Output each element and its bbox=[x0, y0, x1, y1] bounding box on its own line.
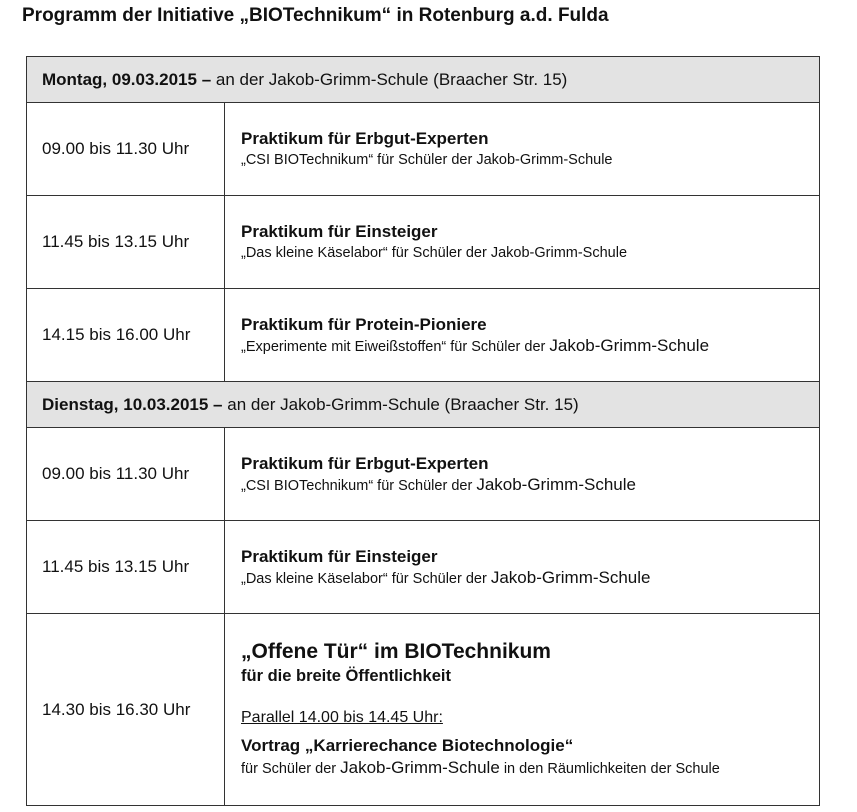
day-separator: – bbox=[196, 69, 216, 89]
document-title: Programm der Initiative „BIOTechnikum“ in Rotenburg a.d. Fulda bbox=[22, 5, 609, 26]
event-time: 14.15 bis 16.00 Uhr bbox=[27, 289, 225, 382]
open-day-title: „Offene Tür“ im BIOTechnikum bbox=[241, 640, 551, 663]
event-details bbox=[225, 196, 820, 289]
event-school: Jakob-Grimm-Schule bbox=[490, 567, 651, 587]
day-header-row bbox=[27, 382, 820, 428]
event-school: Jakob-Grimm-Schule bbox=[549, 335, 710, 355]
event-title: Praktikum für Einsteiger bbox=[241, 546, 438, 566]
open-day-row bbox=[27, 614, 820, 806]
talk-pre: für Schüler der bbox=[241, 761, 341, 777]
event-details bbox=[225, 521, 820, 614]
event-subtitle bbox=[241, 475, 819, 496]
event-school: Jakob-Grimm-Schule bbox=[476, 152, 613, 168]
day-location: an der Jakob-Grimm-Schule (Braacher Str. 15) bbox=[227, 394, 579, 414]
talk-post: in den Räumlichkeiten der Schule bbox=[499, 761, 720, 777]
day-separator: – bbox=[208, 394, 228, 414]
event-row bbox=[27, 289, 820, 382]
talk-subtitle bbox=[241, 757, 819, 780]
event-time: 11.45 bis 13.15 Uhr bbox=[27, 521, 225, 614]
open-day-details bbox=[225, 614, 820, 806]
event-time: 09.00 bis 11.30 Uhr bbox=[27, 428, 225, 521]
event-subtitle bbox=[241, 243, 819, 263]
event-row bbox=[27, 521, 820, 614]
day-location: an der Jakob-Grimm-Schule (Braacher Str. 15) bbox=[215, 69, 568, 89]
event-subtitle-text: „Das kleine Käselabor“ für Schüler der bbox=[241, 570, 491, 587]
event-details bbox=[225, 103, 820, 196]
event-school: Jakob-Grimm-Schule bbox=[490, 245, 628, 261]
parallel-time: Parallel 14.00 bis 14.45 Uhr: bbox=[241, 709, 443, 726]
day-date: Dienstag, 10.03.2015 bbox=[42, 394, 209, 414]
day-header-cell bbox=[27, 57, 820, 103]
schedule-table bbox=[26, 56, 820, 806]
event-subtitle bbox=[241, 568, 819, 589]
event-title: Praktikum für Einsteiger bbox=[241, 222, 438, 241]
event-row bbox=[27, 196, 820, 289]
event-subtitle-text: „Das kleine Käselabor“ für Schüler der bbox=[241, 245, 491, 261]
day-header-row bbox=[27, 57, 820, 103]
event-row bbox=[27, 428, 820, 521]
event-details bbox=[225, 289, 820, 382]
event-title: Praktikum für Protein-Pioniere bbox=[241, 314, 487, 334]
event-title: Praktikum für Erbgut-Experten bbox=[241, 129, 489, 148]
event-subtitle-text: „CSI BIOTechnikum“ für Schüler der bbox=[241, 477, 477, 494]
event-time: 09.00 bis 11.30 Uhr bbox=[27, 103, 225, 196]
open-day-subtitle: für die breite Öffentlichkeit bbox=[241, 667, 451, 685]
event-school: Jakob-Grimm-Schule bbox=[476, 474, 636, 494]
event-row bbox=[27, 103, 820, 196]
day-date: Montag, 09.03.2015 bbox=[42, 69, 197, 89]
event-title: Praktikum für Erbgut-Experten bbox=[241, 453, 489, 473]
talk-school: Jakob-Grimm-Schule bbox=[340, 758, 500, 777]
event-subtitle bbox=[241, 336, 819, 357]
day-header-cell bbox=[27, 382, 820, 428]
event-subtitle bbox=[241, 150, 819, 170]
event-details bbox=[225, 428, 820, 521]
open-day-time: 14.30 bis 16.30 Uhr bbox=[27, 614, 225, 806]
event-subtitle-text: „Experimente mit Eiweißstoffen“ für Schüler der bbox=[241, 338, 550, 355]
event-time: 11.45 bis 13.15 Uhr bbox=[27, 196, 225, 289]
event-subtitle-text: „CSI BIOTechnikum“ für Schüler der bbox=[241, 152, 477, 168]
talk-title: Vortrag „Karrierechance Biotechnologie“ bbox=[241, 736, 574, 755]
